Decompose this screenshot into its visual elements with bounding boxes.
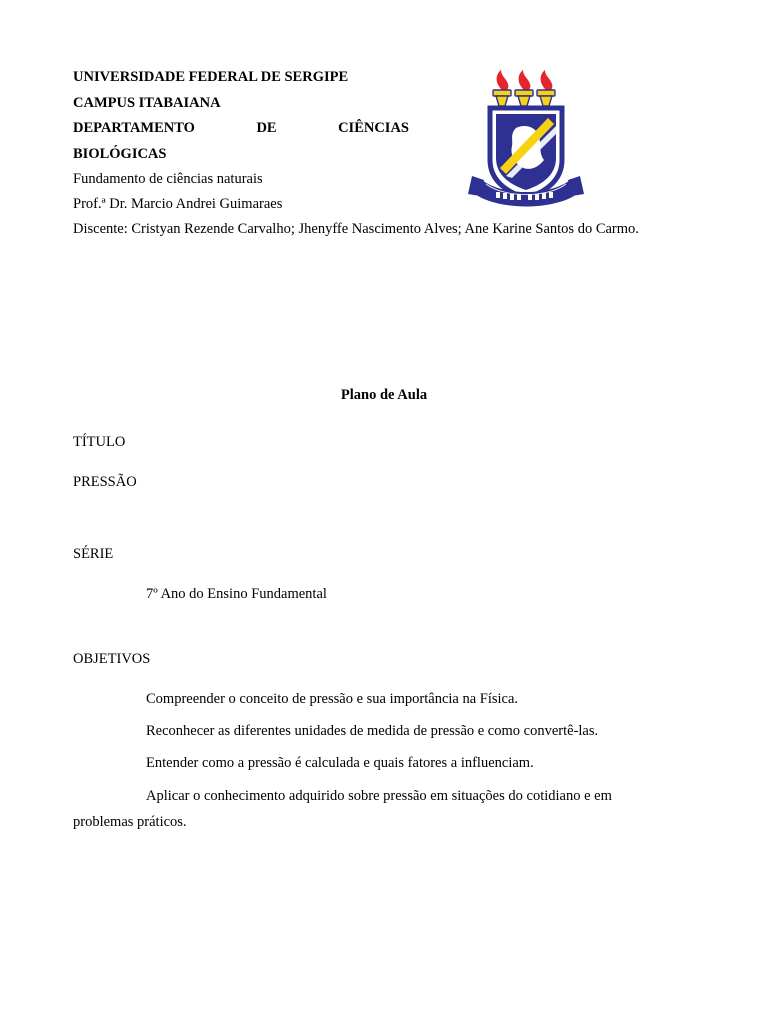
department-name	[73, 119, 409, 137]
document-title: Plano de Aula	[340, 387, 428, 403]
professor-name: Prof.ª Dr. Marcio Andrei Guimaraes	[73, 196, 283, 212]
students-line: Discente: Cristyan Rezende Carvalho; Jhenyffe Nascimento Alves; Ane Karine Santos do Carmo.	[73, 221, 639, 237]
objective-item: Aplicar o conhecimento adquirido sobre pressão em situações do cotidiano e em	[146, 788, 612, 804]
section-label-titulo: TÍTULO	[73, 434, 126, 450]
university-name: UNIVERSIDADE FEDERAL DE SERGIPE	[73, 69, 349, 85]
section-value-titulo: PRESSÃO	[73, 474, 137, 490]
section-label-objetivos: OBJETIVOS	[73, 651, 151, 667]
section-value-serie: 7º Ano do Ensino Fundamental	[146, 586, 327, 602]
section-label-serie: SÉRIE	[73, 546, 114, 562]
campus-name: CAMPUS ITABAIANA	[73, 95, 221, 111]
department-word: DEPARTAMENTO	[73, 120, 195, 136]
objective-item: Compreender o conceito de pressão e sua importância na Física.	[146, 691, 519, 707]
shield	[490, 108, 562, 198]
department-name-cont: BIOLÓGICAS	[73, 146, 167, 162]
objective-item-cont: problemas práticos.	[73, 814, 187, 830]
torch-cups	[493, 90, 555, 106]
course-name: Fundamento de ciências naturais	[73, 171, 263, 187]
torch-flames	[497, 70, 553, 91]
ufs-crest-icon	[420, 68, 626, 214]
objective-item: Reconhecer as diferentes unidades de medida de pressão e como convertê-las.	[146, 723, 599, 739]
university-logo	[420, 68, 626, 214]
department-word: CIÊNCIAS	[338, 120, 409, 136]
department-word: DE	[256, 120, 277, 136]
objective-item: Entender como a pressão é calculada e quais fatores a influenciam.	[146, 755, 534, 771]
